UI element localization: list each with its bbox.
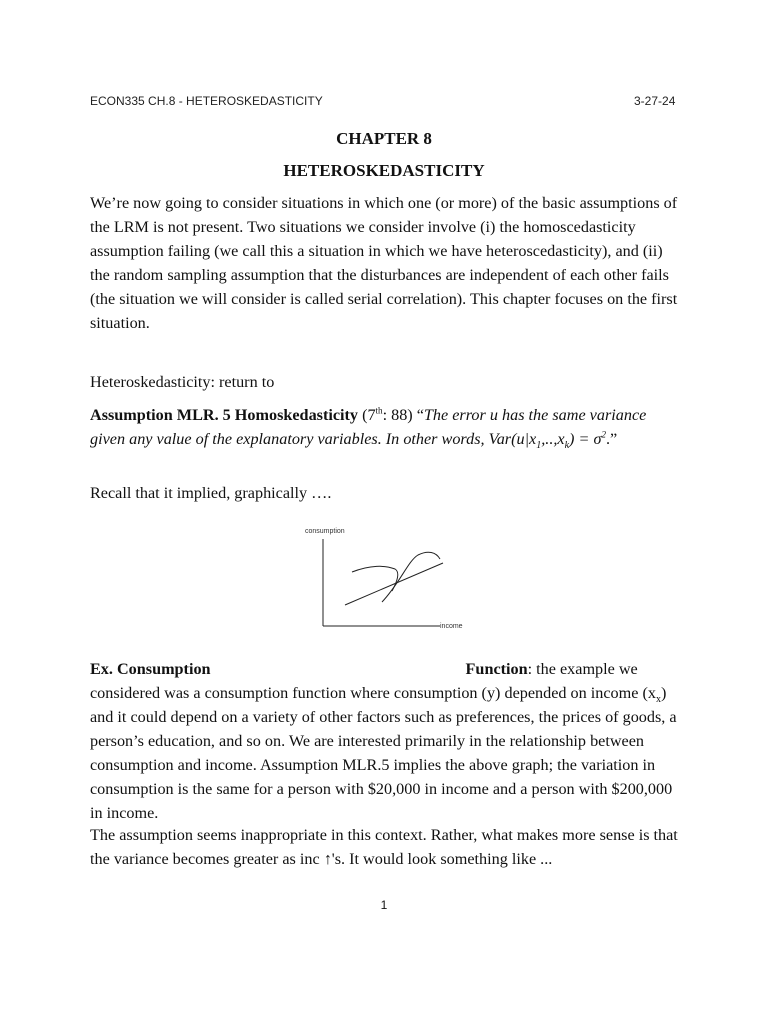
upper-variance-curve (352, 566, 398, 591)
edition-ref: (7 (358, 406, 376, 424)
graph-x-label: income (440, 623, 463, 630)
assumption-mlr5-heading: Assumption MLR. 5 Homoskedasticity (90, 406, 359, 424)
assumption-mlr5-paragraph (90, 403, 680, 451)
example-paragraph: Ex. Consumption Function: the example we considered was a consumption function where consumption (y) depended on income $(x_x)$ and it could depend on a variety of other factors such as preferences, the prices of goods, a person’s education, and so on. We are interested primarily in the relationship between consumption and income. Assumption MLR.5 implies the above graph; the variation in consumption is the same for a person with $20,000 in income and a person with $200,000 in income. (90, 660, 677, 822)
example-heading: Ex. Consumption (90, 660, 211, 678)
recall-line: Recall that it implied, graphically …. (90, 484, 332, 502)
page-ref: : 88) “ (382, 406, 424, 424)
chapter-title: HETEROSKEDASTICITY (283, 161, 485, 180)
edition-sup: th (375, 405, 383, 416)
graph-y-label: consumption (305, 528, 345, 535)
quote-end: .” (605, 430, 618, 448)
running-header-title: ECON335 CH.8 - HETEROSKEDASTICITY (90, 94, 323, 108)
chapter-number: CHAPTER 8 (336, 129, 432, 148)
heteroskedasticity-return-line: Heteroskedasticity: return to (90, 373, 275, 391)
page-number: 1 (380, 898, 388, 912)
assumption-quote: The error u has the same variance given any value of the explanatory variables. In other words, $Var(u|x_1,..,x_k) = \sigma^2$ (90, 406, 647, 452)
assumption-inappropriate-paragraph: The assumption seems inappropriate in this context. Rather, what makes more sense is that the variance becomes greater as inc ↑'s. It would look something like ... (90, 826, 678, 868)
running-header-date: 3-27-24 (634, 94, 676, 108)
example-heading-function: Function (465, 660, 528, 678)
intro-paragraph: We’re now going to consider situations in which one (or more) of the basic assumptions of the LRM is not present. Two situations we consider involve (i) the homoscedasticity assumption failing (we call this a situation in which we have heteroscedasticity), and (ii) the random sampling assumption that the disturbances are independent of each other fails (the situation we will consider is called serial correlation). This chapter focuses on the first situation. (90, 194, 678, 332)
homoskedasticity-sketch (300, 525, 470, 635)
